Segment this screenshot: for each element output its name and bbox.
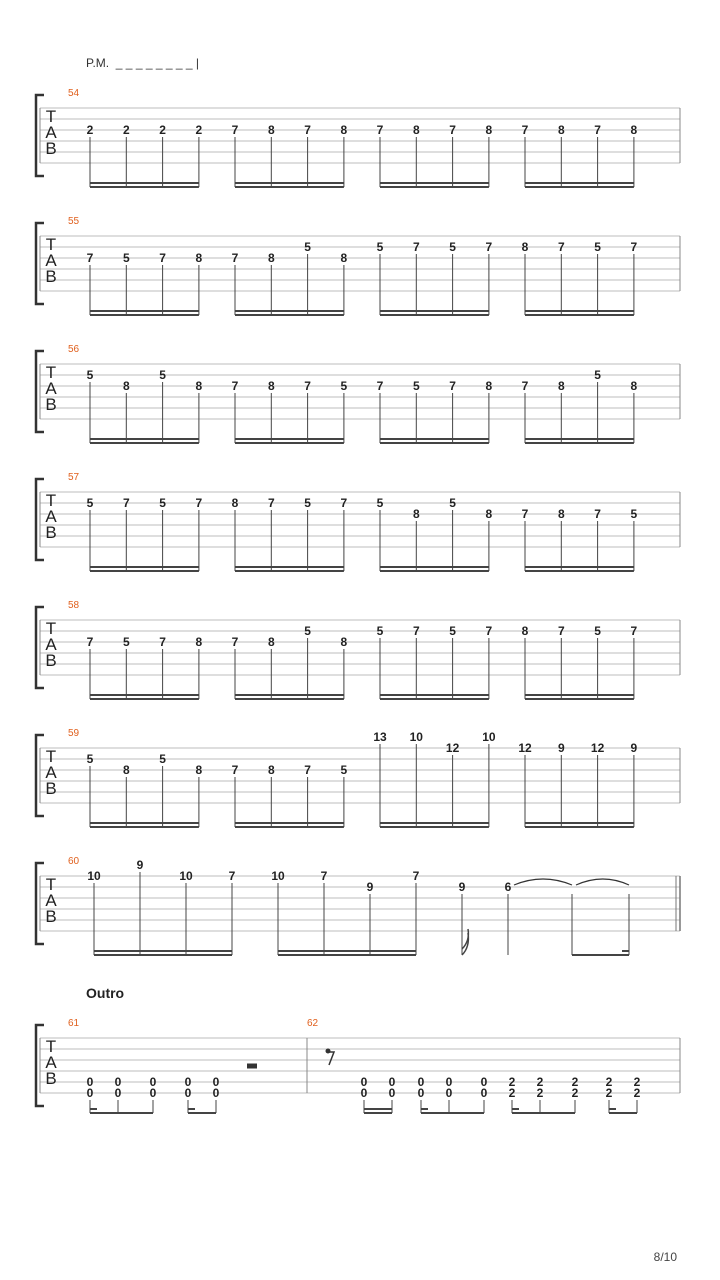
fret-number: 5 xyxy=(340,763,348,777)
tab-clef-letter: A xyxy=(45,123,57,142)
fret-number: 8 xyxy=(267,251,275,265)
tab-clef-letter: B xyxy=(45,779,57,798)
fret-number: 7 xyxy=(557,624,565,638)
fret-number: 5 xyxy=(376,496,384,510)
tie xyxy=(576,879,629,885)
fret-number: 2 xyxy=(571,1086,579,1100)
fret-number: 8 xyxy=(521,240,529,254)
section-label-outro: Outro xyxy=(86,985,125,1001)
fret-number: 5 xyxy=(340,379,348,393)
fret-number: 8 xyxy=(267,379,275,393)
fret-number: 5 xyxy=(304,496,311,510)
fret-number: 2 xyxy=(508,1086,516,1100)
fret-number: 5 xyxy=(376,240,384,254)
eighth-rest xyxy=(328,1052,334,1065)
page-number: 8/10 xyxy=(653,1250,677,1264)
tab-clef-letter: B xyxy=(45,267,57,286)
fret-number: 7 xyxy=(412,240,420,254)
tab-clef-letter: B xyxy=(45,523,57,542)
fret-number: 10 xyxy=(482,730,496,744)
bar-number: 56 xyxy=(68,344,80,355)
fret-number: 2 xyxy=(122,123,130,137)
fret-number: 7 xyxy=(195,496,203,510)
bar-number: 62 xyxy=(307,1018,319,1029)
fret-number: 8 xyxy=(485,123,493,137)
fret-number: 7 xyxy=(267,496,275,510)
palm-mute-extension: _ _ _ _ _ _ _ _ | xyxy=(112,56,199,70)
fret-number: 5 xyxy=(594,368,601,382)
tab-clef-letter: B xyxy=(45,139,57,158)
palm-mute-label: P.M. xyxy=(86,56,110,70)
fret-number: 7 xyxy=(86,251,94,265)
fret-number: 8 xyxy=(122,379,130,393)
fret-number: 8 xyxy=(340,123,348,137)
fret-number: 0 xyxy=(480,1075,488,1089)
fret-number: 5 xyxy=(159,496,166,510)
fret-number: 7 xyxy=(304,379,311,393)
bar-number: 60 xyxy=(68,856,80,867)
fret-number: 9 xyxy=(136,858,144,872)
fret-number: 0 xyxy=(445,1075,453,1089)
fret-number: 7 xyxy=(412,869,420,883)
tab-staff xyxy=(36,728,680,827)
bar-number: 59 xyxy=(68,728,80,739)
fret-number: 0 xyxy=(212,1086,220,1100)
fret-number: 0 xyxy=(149,1075,157,1089)
fret-number: 0 xyxy=(480,1086,488,1100)
fret-number: 2 xyxy=(536,1075,544,1089)
fret-number: 0 xyxy=(445,1086,453,1100)
fret-number: 9 xyxy=(458,880,466,894)
fret-number: 8 xyxy=(267,763,275,777)
fret-number: 0 xyxy=(360,1086,368,1100)
fret-number: 8 xyxy=(521,624,529,638)
fret-number: 12 xyxy=(445,741,460,755)
fret-number: 2 xyxy=(633,1086,641,1100)
fret-number: 10 xyxy=(271,869,285,883)
fret-number: 7 xyxy=(630,240,638,254)
fret-number: 0 xyxy=(417,1086,425,1100)
fret-number: 5 xyxy=(86,368,94,382)
fret-number: 10 xyxy=(87,869,101,883)
fret-number: 8 xyxy=(412,507,420,521)
tab-clef-letter: A xyxy=(45,251,57,270)
fret-number: 9 xyxy=(557,741,565,755)
fret-number: 7 xyxy=(594,507,601,521)
tab-clef-letter: T xyxy=(45,491,57,510)
fret-number: 8 xyxy=(267,123,275,137)
tab-clef-letter: T xyxy=(45,875,57,894)
fret-number: 10 xyxy=(179,869,193,883)
fret-number: 7 xyxy=(231,763,239,777)
fret-number: 0 xyxy=(212,1075,220,1089)
fret-number: 2 xyxy=(536,1086,544,1100)
tab-clef-letter: A xyxy=(45,379,57,398)
fret-number: 5 xyxy=(122,635,130,649)
fret-number: 8 xyxy=(485,379,493,393)
fret-number: 5 xyxy=(594,624,601,638)
fret-number: 5 xyxy=(376,624,384,638)
fret-number: 0 xyxy=(86,1086,94,1100)
tab-clef-letter: A xyxy=(45,635,57,654)
bar-number: 54 xyxy=(68,88,80,99)
fret-number: 7 xyxy=(320,869,328,883)
fret-number: 8 xyxy=(195,251,203,265)
fret-number: 0 xyxy=(388,1086,396,1100)
tab-clef-letter: B xyxy=(45,907,57,926)
fret-number: 8 xyxy=(630,123,638,137)
fret-number: 0 xyxy=(184,1086,192,1100)
fret-number: 2 xyxy=(633,1075,641,1089)
fret-number: 8 xyxy=(557,123,565,137)
fret-number: 5 xyxy=(159,368,166,382)
tab-staff xyxy=(36,216,680,315)
fret-number: 12 xyxy=(590,741,605,755)
fret-number: 5 xyxy=(412,379,420,393)
tab-staff xyxy=(36,1018,680,1113)
tab-staff xyxy=(36,856,680,955)
fret-number: 2 xyxy=(571,1075,579,1089)
fret-number: 6 xyxy=(504,880,512,894)
fret-number: 2 xyxy=(86,123,94,137)
bar-number: 58 xyxy=(68,600,80,611)
fret-number: 0 xyxy=(417,1075,425,1089)
tab-staff xyxy=(36,600,680,699)
tab-clef-letter: B xyxy=(45,395,57,414)
fret-number: 10 xyxy=(409,730,423,744)
fret-number: 5 xyxy=(159,752,166,766)
fret-number: 8 xyxy=(195,763,203,777)
fret-number: 7 xyxy=(485,240,493,254)
fret-number: 8 xyxy=(557,379,565,393)
fret-number: 9 xyxy=(366,880,374,894)
fret-number: 7 xyxy=(557,240,565,254)
fret-number: 12 xyxy=(518,741,532,755)
fret-number: 0 xyxy=(149,1086,157,1100)
tab-staff xyxy=(36,472,680,571)
fret-number: 7 xyxy=(449,379,456,393)
fret-number: 7 xyxy=(122,496,130,510)
fret-number: 7 xyxy=(521,123,529,137)
fret-number: 0 xyxy=(360,1075,368,1089)
fret-number: 2 xyxy=(605,1075,613,1089)
fret-number: 5 xyxy=(630,507,638,521)
fret-number: 7 xyxy=(231,251,239,265)
fret-number: 0 xyxy=(86,1075,94,1089)
fret-number: 2 xyxy=(605,1086,613,1100)
fret-number: 5 xyxy=(304,624,311,638)
fret-number: 7 xyxy=(412,624,420,638)
fret-number: 2 xyxy=(508,1075,516,1089)
fret-number: 7 xyxy=(231,379,239,393)
tab-clef-letter: T xyxy=(45,619,57,638)
fret-number: 0 xyxy=(114,1086,122,1100)
tab-clef-letter: B xyxy=(45,651,57,670)
tab-clef-letter: T xyxy=(45,363,57,382)
tab-clef-letter: A xyxy=(45,891,57,910)
fret-number: 5 xyxy=(449,624,456,638)
fret-number: 7 xyxy=(485,624,493,638)
fret-number: 5 xyxy=(594,240,601,254)
fret-number: 0 xyxy=(114,1075,122,1089)
fret-number: 7 xyxy=(376,379,384,393)
fret-number: 8 xyxy=(557,507,565,521)
fret-number: 5 xyxy=(86,496,94,510)
tab-clef-letter: T xyxy=(45,747,57,766)
fret-number: 7 xyxy=(630,624,638,638)
tie xyxy=(514,879,572,885)
fret-number: 8 xyxy=(630,379,638,393)
fret-number: 8 xyxy=(340,251,348,265)
fret-number: 5 xyxy=(449,240,456,254)
tab-staff xyxy=(36,88,680,187)
fret-number: 8 xyxy=(122,763,130,777)
fret-number: 2 xyxy=(159,123,166,137)
fret-number: 7 xyxy=(159,251,166,265)
tab-clef-letter: T xyxy=(45,1037,57,1056)
tab-clef-letter: T xyxy=(45,235,57,254)
fret-number: 8 xyxy=(412,123,420,137)
fret-number: 7 xyxy=(594,123,601,137)
fret-number: 8 xyxy=(485,507,493,521)
fret-number: 13 xyxy=(373,730,387,744)
fret-number: 5 xyxy=(304,240,311,254)
fret-number: 8 xyxy=(231,496,239,510)
fret-number: 7 xyxy=(231,635,239,649)
fret-number: 7 xyxy=(304,763,311,777)
tab-staff xyxy=(36,344,680,443)
fret-number: 7 xyxy=(159,635,166,649)
bar-number: 61 xyxy=(68,1018,80,1029)
fret-number: 8 xyxy=(267,635,275,649)
fret-number: 8 xyxy=(195,379,203,393)
fret-number: 7 xyxy=(86,635,94,649)
fret-number: 8 xyxy=(340,635,348,649)
bar-number: 57 xyxy=(68,472,80,483)
tab-clef-letter: B xyxy=(45,1069,57,1088)
fret-number: 5 xyxy=(449,496,456,510)
tab-clef-letter: A xyxy=(45,763,57,782)
half-rest xyxy=(247,1064,257,1069)
fret-number: 7 xyxy=(521,507,529,521)
fret-number: 7 xyxy=(376,123,384,137)
fret-number: 0 xyxy=(388,1075,396,1089)
fret-number: 7 xyxy=(449,123,456,137)
fret-number: 5 xyxy=(122,251,130,265)
fret-number: 9 xyxy=(630,741,638,755)
fret-number: 7 xyxy=(228,869,236,883)
fret-number: 7 xyxy=(231,123,239,137)
fret-number: 5 xyxy=(86,752,94,766)
tab-clef-letter: A xyxy=(45,507,57,526)
fret-number: 0 xyxy=(184,1075,192,1089)
fret-number: 7 xyxy=(521,379,529,393)
fret-number: 8 xyxy=(195,635,203,649)
fret-number: 7 xyxy=(304,123,311,137)
fret-number: 2 xyxy=(195,123,203,137)
tab-clef-letter: T xyxy=(45,107,57,126)
bar-number: 55 xyxy=(68,216,80,227)
tab-clef-letter: A xyxy=(45,1053,57,1072)
fret-number: 7 xyxy=(340,496,348,510)
